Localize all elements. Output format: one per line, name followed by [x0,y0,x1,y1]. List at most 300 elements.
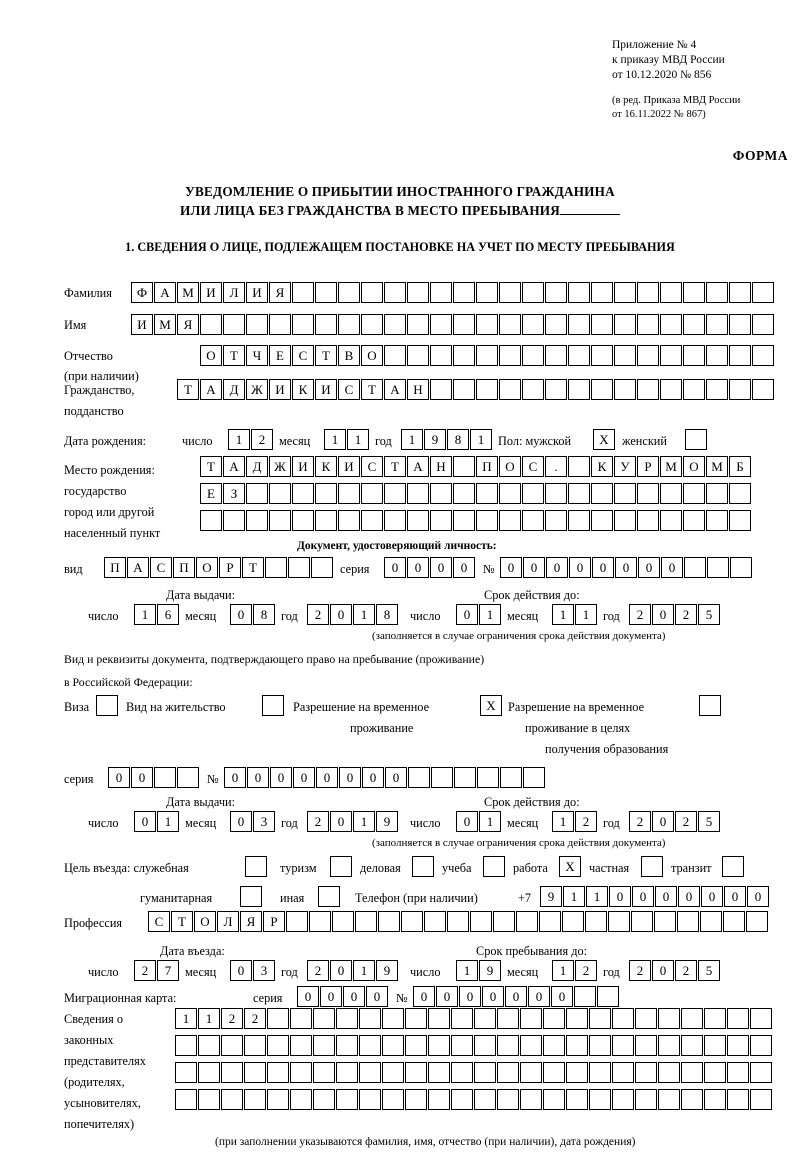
birth-place-char[interactable]: Б [729,456,751,477]
surname-char[interactable] [407,282,429,303]
legal-rep-char[interactable] [497,1089,519,1110]
stay-issue-year-char[interactable]: 2 [307,811,329,832]
legal-rep-char[interactable] [290,1062,312,1083]
birth-place-char[interactable] [430,510,452,531]
birth-place-char[interactable] [407,510,429,531]
stay-issue-year-boxes[interactable] [307,811,399,832]
birth-place-char[interactable] [476,483,498,504]
stay-number-char[interactable] [500,767,522,788]
phone-char[interactable]: 0 [747,886,769,907]
legal-rep-char[interactable] [405,1062,427,1083]
name-char[interactable] [430,314,452,335]
stay-year-char[interactable]: 2 [629,960,651,981]
doc-kind-char[interactable]: Р [219,557,241,578]
legal-rep-char[interactable] [497,1062,519,1083]
birth-place-char[interactable] [522,483,544,504]
name-char[interactable] [660,314,682,335]
mig-series-char[interactable]: 0 [320,986,342,1007]
mig-number-char[interactable]: 0 [459,986,481,1007]
name-char[interactable] [269,314,291,335]
legal-rep-char[interactable] [543,1008,565,1029]
entry-year-boxes[interactable] [307,960,399,981]
birth-place-row-1[interactable] [200,456,752,477]
stay-valid-day-char[interactable]: 1 [479,811,501,832]
name-char[interactable]: М [154,314,176,335]
profession-char[interactable] [355,911,377,932]
surname-char[interactable] [315,282,337,303]
legal-rep-char[interactable] [198,1089,220,1110]
citizenship-boxes[interactable] [177,379,775,400]
name-char[interactable] [407,314,429,335]
doc-series-char[interactable]: 0 [453,557,475,578]
birth-place-char[interactable] [292,483,314,504]
doc-series-char[interactable]: 0 [384,557,406,578]
legal-rep-char[interactable] [566,1062,588,1083]
birth-place-char[interactable]: Е [200,483,222,504]
patronymic-char[interactable] [683,345,705,366]
entry-month-char[interactable]: 3 [253,960,275,981]
stay-valid-day-char[interactable]: 0 [456,811,478,832]
profession-char[interactable] [470,911,492,932]
stay-number-char[interactable]: 0 [224,767,246,788]
birth-place-char[interactable] [499,483,521,504]
birth-place-char[interactable] [223,510,245,531]
birth-place-char[interactable] [453,510,475,531]
legal-rep-char[interactable] [428,1035,450,1056]
birth-day-char[interactable]: 2 [251,429,273,450]
name-char[interactable] [683,314,705,335]
doc-valid-day-char[interactable]: 0 [456,604,478,625]
stay-series-char[interactable] [177,767,199,788]
legal-rep-char[interactable] [704,1062,726,1083]
doc-issue-year-char[interactable]: 1 [353,604,375,625]
legal-rep-char[interactable] [589,1035,611,1056]
legal-rep-char[interactable] [405,1035,427,1056]
profession-char[interactable] [608,911,630,932]
stay-month-char[interactable]: 2 [575,960,597,981]
citizenship-char[interactable]: К [292,379,314,400]
doc-valid-year-char[interactable]: 5 [698,604,720,625]
phone-char[interactable]: 1 [563,886,585,907]
profession-char[interactable] [516,911,538,932]
stay-issue-year-char[interactable]: 9 [376,811,398,832]
phone-char[interactable]: 0 [609,886,631,907]
birth-place-char[interactable] [637,510,659,531]
doc-valid-year-char[interactable]: 2 [675,604,697,625]
stay-number-char[interactable] [454,767,476,788]
profession-char[interactable] [746,911,768,932]
stay-year-char[interactable]: 0 [652,960,674,981]
purpose-other-checkbox[interactable] [318,886,340,907]
birth-place-char[interactable] [614,483,636,504]
legal-rep-char[interactable] [336,1062,358,1083]
profession-char[interactable] [654,911,676,932]
birth-place-char[interactable] [660,483,682,504]
doc-kind-char[interactable]: О [196,557,218,578]
profession-char[interactable]: О [194,911,216,932]
legal-rep-char[interactable] [359,1008,381,1029]
legal-rep-char[interactable] [750,1062,772,1083]
doc-kind-char[interactable] [288,557,310,578]
profession-char[interactable] [585,911,607,932]
birth-place-char[interactable]: Д [246,456,268,477]
name-char[interactable] [729,314,751,335]
legal-rep-char[interactable] [451,1035,473,1056]
birth-place-char[interactable] [706,483,728,504]
doc-issue-day-char[interactable]: 1 [134,604,156,625]
temp-residence-checkbox[interactable]: X [480,695,502,716]
name-char[interactable] [246,314,268,335]
patronymic-char[interactable] [407,345,429,366]
citizenship-char[interactable]: Т [361,379,383,400]
purpose-work-checkbox[interactable]: X [559,856,581,877]
birth-place-char[interactable] [338,483,360,504]
phone-char[interactable]: 0 [701,886,723,907]
birth-place-char[interactable] [246,510,268,531]
birth-place-char[interactable]: У [614,456,636,477]
birth-place-row-2[interactable] [200,483,752,504]
name-char[interactable] [384,314,406,335]
surname-char[interactable] [591,282,613,303]
legal-rep-char[interactable] [198,1062,220,1083]
doc-series-char[interactable]: 0 [407,557,429,578]
name-char[interactable] [200,314,222,335]
birth-place-char[interactable]: И [338,456,360,477]
stay-number-char[interactable] [523,767,545,788]
legal-rep-char[interactable] [290,1008,312,1029]
patronymic-char[interactable]: Т [223,345,245,366]
doc-valid-day-boxes[interactable] [456,604,502,625]
legal-rep-char[interactable] [520,1035,542,1056]
birth-place-char[interactable] [706,510,728,531]
birth-year-char[interactable]: 9 [424,429,446,450]
legal-rep-char[interactable] [612,1008,634,1029]
legal-rep-char[interactable] [474,1008,496,1029]
profession-char[interactable]: С [148,911,170,932]
legal-rep-char[interactable] [244,1089,266,1110]
profession-char[interactable] [447,911,469,932]
legal-rep-char[interactable] [727,1008,749,1029]
stay-valid-year-char[interactable]: 5 [698,811,720,832]
stay-issue-year-char[interactable]: 0 [330,811,352,832]
profession-char[interactable] [700,911,722,932]
name-char[interactable] [476,314,498,335]
patronymic-char[interactable] [545,345,567,366]
legal-rep-char[interactable] [658,1089,680,1110]
citizenship-char[interactable]: И [269,379,291,400]
doc-valid-year-boxes[interactable] [629,604,721,625]
birth-day-char[interactable]: 1 [228,429,250,450]
legal-rep-char[interactable] [221,1062,243,1083]
mig-series-char[interactable]: 0 [297,986,319,1007]
legal-rep-char[interactable] [336,1008,358,1029]
profession-char[interactable]: Л [217,911,239,932]
doc-valid-month-char[interactable]: 1 [575,604,597,625]
legal-rep-char[interactable] [313,1035,335,1056]
legal-rep-char[interactable] [267,1035,289,1056]
purpose-private-checkbox[interactable] [641,856,663,877]
patronymic-char[interactable] [430,345,452,366]
patronymic-char[interactable]: Е [269,345,291,366]
birth-place-row-3[interactable] [200,510,752,531]
legal-rep-char[interactable] [359,1035,381,1056]
patronymic-char[interactable] [591,345,613,366]
citizenship-char[interactable]: Н [407,379,429,400]
name-boxes[interactable] [131,314,775,335]
doc-kind-char[interactable] [311,557,333,578]
birth-place-char[interactable] [614,510,636,531]
legal-rep-char[interactable] [566,1089,588,1110]
mig-number-char[interactable]: 0 [436,986,458,1007]
citizenship-char[interactable]: А [384,379,406,400]
birth-place-char[interactable] [269,510,291,531]
legal-rep-char[interactable] [704,1008,726,1029]
legal-rep-char[interactable] [612,1089,634,1110]
phone-char[interactable]: 0 [632,886,654,907]
profession-char[interactable] [286,911,308,932]
profession-char[interactable]: Т [171,911,193,932]
surname-char[interactable] [545,282,567,303]
doc-issue-month-char[interactable]: 0 [230,604,252,625]
legal-rep-char[interactable] [543,1089,565,1110]
legal-rep-char[interactable] [681,1035,703,1056]
stay-month-boxes[interactable] [552,960,598,981]
purpose-humanitarian-checkbox[interactable] [240,886,262,907]
purpose-service-checkbox[interactable] [245,856,267,877]
doc-issue-year-char[interactable]: 2 [307,604,329,625]
mig-number-boxes[interactable] [413,986,620,1007]
citizenship-char[interactable] [729,379,751,400]
doc-issue-year-char[interactable]: 0 [330,604,352,625]
patronymic-char[interactable]: С [292,345,314,366]
citizenship-char[interactable]: Д [223,379,245,400]
name-char[interactable] [361,314,383,335]
mig-number-char[interactable]: 0 [528,986,550,1007]
legal-rep-char[interactable] [566,1035,588,1056]
entry-year-char[interactable]: 9 [376,960,398,981]
mig-number-char[interactable]: 0 [482,986,504,1007]
legal-rep-char[interactable] [405,1089,427,1110]
citizenship-char[interactable] [614,379,636,400]
name-char[interactable] [223,314,245,335]
surname-boxes[interactable] [131,282,775,303]
birth-place-char[interactable] [568,510,590,531]
birth-place-char[interactable] [637,483,659,504]
birth-place-char[interactable]: М [660,456,682,477]
legal-rep-char[interactable] [681,1089,703,1110]
birth-place-char[interactable] [361,483,383,504]
mig-number-char[interactable] [574,986,596,1007]
legal-rep-char[interactable] [704,1089,726,1110]
entry-month-char[interactable]: 0 [230,960,252,981]
profession-char[interactable] [332,911,354,932]
stay-number-char[interactable]: 0 [316,767,338,788]
name-char[interactable]: Я [177,314,199,335]
name-char[interactable] [568,314,590,335]
surname-char[interactable] [522,282,544,303]
legal-rep-char[interactable] [566,1008,588,1029]
legal-rep-char[interactable] [175,1062,197,1083]
birth-month-char[interactable]: 1 [324,429,346,450]
legal-rep-char[interactable] [658,1008,680,1029]
citizenship-char[interactable] [706,379,728,400]
stay-issue-month-char[interactable]: 3 [253,811,275,832]
birth-place-char[interactable] [522,510,544,531]
patronymic-char[interactable] [522,345,544,366]
citizenship-char[interactable] [453,379,475,400]
birth-month-boxes[interactable] [324,429,370,450]
legal-rep-char[interactable] [244,1035,266,1056]
stay-valid-year-char[interactable]: 2 [629,811,651,832]
mig-number-char[interactable]: 0 [551,986,573,1007]
birth-place-char[interactable] [545,510,567,531]
doc-issue-year-char[interactable]: 8 [376,604,398,625]
entry-month-boxes[interactable] [230,960,276,981]
legal-rep-row-3[interactable] [175,1062,773,1083]
legal-rep-char[interactable] [175,1035,197,1056]
doc-issue-month-boxes[interactable] [230,604,276,625]
name-char[interactable] [522,314,544,335]
stay-valid-month-boxes[interactable] [552,811,598,832]
doc-number-char[interactable]: 0 [592,557,614,578]
patronymic-char[interactable] [660,345,682,366]
legal-rep-char[interactable] [520,1089,542,1110]
doc-number-char[interactable]: 0 [546,557,568,578]
birth-place-char[interactable] [729,483,751,504]
birth-place-char[interactable]: Ж [269,456,291,477]
purpose-tourism-checkbox[interactable] [330,856,352,877]
birth-place-char[interactable] [384,510,406,531]
surname-char[interactable] [568,282,590,303]
legal-rep-char[interactable] [658,1035,680,1056]
birth-place-char[interactable] [430,483,452,504]
legal-rep-char[interactable] [359,1089,381,1110]
sex-male-checkbox[interactable]: X [593,429,615,450]
name-char[interactable] [453,314,475,335]
legal-rep-char[interactable] [267,1008,289,1029]
purpose-business-checkbox[interactable] [412,856,434,877]
birth-place-char[interactable] [683,483,705,504]
stay-day-char[interactable]: 9 [479,960,501,981]
surname-char[interactable]: И [200,282,222,303]
birth-place-char[interactable] [568,483,590,504]
birth-place-char[interactable]: К [315,456,337,477]
patronymic-boxes[interactable] [200,345,775,366]
doc-kind-char[interactable]: П [104,557,126,578]
birth-place-char[interactable]: П [476,456,498,477]
patronymic-char[interactable] [453,345,475,366]
legal-rep-char[interactable] [704,1035,726,1056]
doc-valid-year-char[interactable]: 2 [629,604,651,625]
name-char[interactable] [591,314,613,335]
patronymic-char[interactable] [384,345,406,366]
birth-place-char[interactable] [729,510,751,531]
surname-char[interactable]: Ф [131,282,153,303]
birth-year-char[interactable]: 8 [447,429,469,450]
doc-issue-day-boxes[interactable] [134,604,180,625]
legal-rep-char[interactable] [198,1035,220,1056]
doc-number-char[interactable]: 0 [500,557,522,578]
doc-valid-month-char[interactable]: 1 [552,604,574,625]
doc-kind-char[interactable]: П [173,557,195,578]
birth-place-char[interactable] [315,510,337,531]
legal-rep-row-4[interactable] [175,1089,773,1110]
birth-place-char[interactable] [384,483,406,504]
stay-issue-day-char[interactable]: 0 [134,811,156,832]
doc-number-char[interactable] [730,557,752,578]
name-char[interactable] [292,314,314,335]
surname-char[interactable] [384,282,406,303]
citizenship-char[interactable] [683,379,705,400]
birth-place-char[interactable] [453,483,475,504]
birth-place-char[interactable] [476,510,498,531]
legal-rep-char[interactable] [451,1008,473,1029]
name-char[interactable] [338,314,360,335]
surname-char[interactable]: Я [269,282,291,303]
sex-female-checkbox[interactable] [685,429,707,450]
legal-rep-char[interactable] [750,1035,772,1056]
birth-place-char[interactable]: . [545,456,567,477]
birth-place-char[interactable] [545,483,567,504]
mig-number-char[interactable]: 0 [505,986,527,1007]
stay-number-char[interactable]: 0 [339,767,361,788]
legal-rep-char[interactable] [451,1089,473,1110]
patronymic-char[interactable] [476,345,498,366]
doc-issue-year-boxes[interactable] [307,604,399,625]
citizenship-char[interactable] [499,379,521,400]
birth-place-char[interactable]: З [223,483,245,504]
legal-rep-char[interactable] [635,1062,657,1083]
legal-rep-char[interactable] [589,1062,611,1083]
name-char[interactable] [545,314,567,335]
legal-rep-char[interactable] [382,1062,404,1083]
phone-char[interactable]: 0 [678,886,700,907]
legal-rep-char[interactable] [428,1008,450,1029]
stay-number-char[interactable]: 0 [293,767,315,788]
legal-rep-char[interactable] [405,1008,427,1029]
doc-number-char[interactable]: 0 [615,557,637,578]
patronymic-char[interactable]: О [361,345,383,366]
legal-rep-char[interactable] [313,1089,335,1110]
stay-year-char[interactable]: 5 [698,960,720,981]
birth-day-boxes[interactable] [228,429,274,450]
patronymic-char[interactable] [706,345,728,366]
profession-char[interactable] [309,911,331,932]
profession-char[interactable] [723,911,745,932]
birth-place-char[interactable] [407,483,429,504]
surname-char[interactable] [499,282,521,303]
name-char[interactable] [752,314,774,335]
phone-char[interactable]: 1 [586,886,608,907]
birth-month-char[interactable]: 1 [347,429,369,450]
birth-place-char[interactable] [246,483,268,504]
legal-rep-char[interactable] [658,1062,680,1083]
surname-char[interactable] [660,282,682,303]
profession-char[interactable] [424,911,446,932]
birth-place-char[interactable] [315,483,337,504]
edu-residence-checkbox[interactable] [699,695,721,716]
doc-number-char[interactable]: 0 [569,557,591,578]
stay-number-char[interactable]: 0 [385,767,407,788]
phone-char[interactable]: 0 [655,886,677,907]
citizenship-char[interactable]: Т [177,379,199,400]
legal-rep-char[interactable] [267,1062,289,1083]
stay-issue-day-boxes[interactable] [134,811,180,832]
legal-rep-char[interactable] [451,1062,473,1083]
citizenship-char[interactable]: Ж [246,379,268,400]
mig-number-char[interactable] [597,986,619,1007]
profession-char[interactable] [562,911,584,932]
